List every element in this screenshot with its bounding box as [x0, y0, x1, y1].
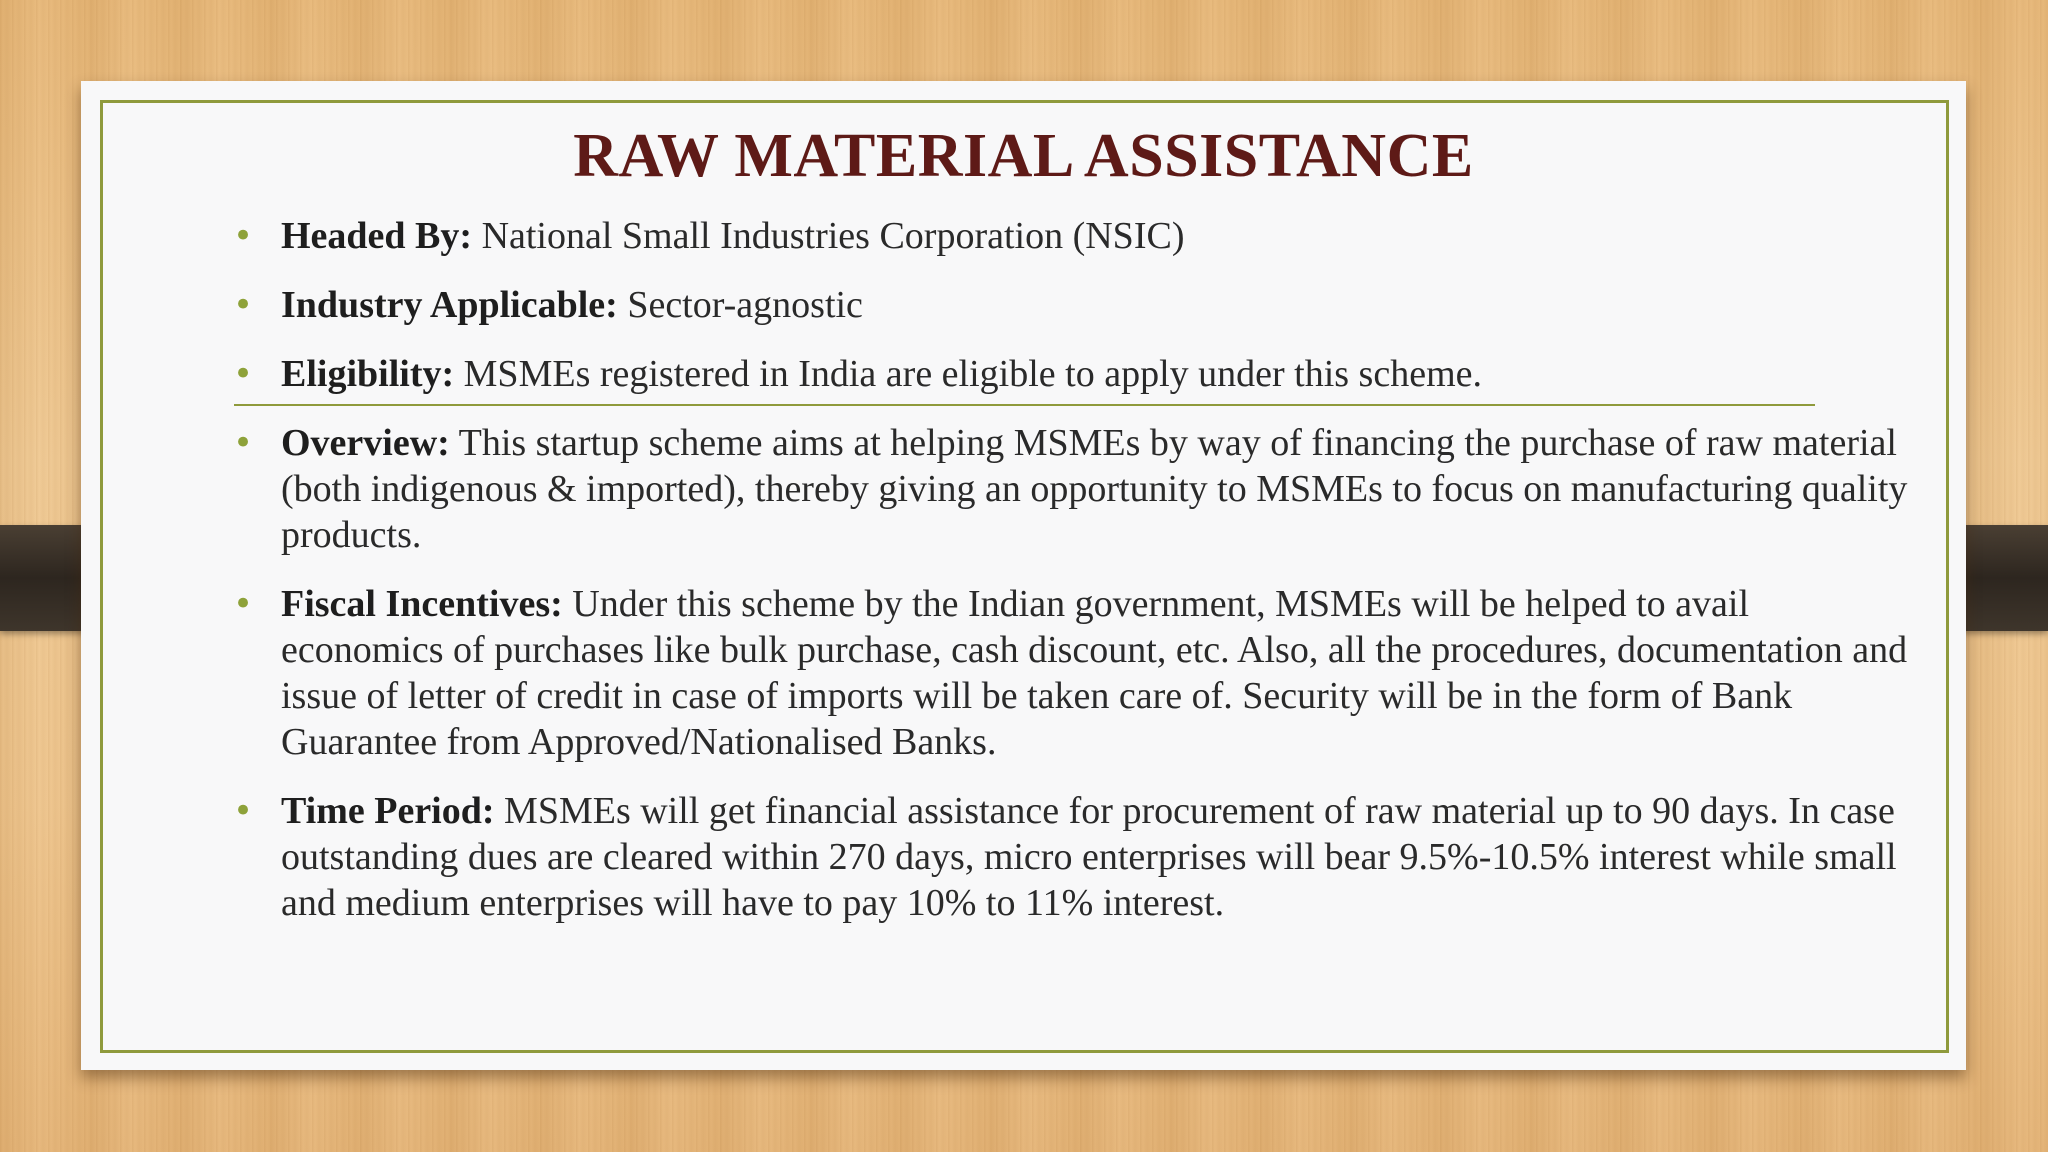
bullet-label: Time Period:	[281, 790, 495, 832]
bullet-headed-by	[233, 213, 1913, 259]
bullet-industry-applicable	[233, 282, 1913, 328]
bullet-eligibility	[233, 351, 1913, 397]
bullet-label: Overview:	[281, 422, 450, 464]
bullet-time-period	[233, 788, 1913, 926]
slide-title: RAW MATERIAL ASSISTANCE	[573, 122, 1474, 190]
bullet-dot-icon: •	[233, 354, 254, 394]
bullet-label: Eligibility:	[281, 353, 455, 395]
slide-paper	[81, 81, 1966, 1070]
bullet-label: Industry Applicable:	[281, 284, 618, 326]
bullet-text: National Small Industries Corporation (NSIC)	[472, 215, 1185, 257]
bullet-dot-icon: •	[233, 423, 254, 463]
bullet-overview	[233, 420, 1913, 558]
bullet-text: This startup scheme aims at helping MSMEs by way of financing the purchase of raw material (both indigenous & imported), thereby giving an opportunity to MSMEs to focus on manufacturing quality products.	[281, 422, 1908, 556]
bullet-dot-icon: •	[233, 584, 254, 624]
bullet-text: MSMEs will get financial assistance for procurement of raw material up to 90 days. In case outstanding dues are cleared within 270 days, micro enterprises will bear 9.5%-10.5% interest while small and medium enterprises will have to pay 10% to 11% interest.	[281, 790, 1897, 924]
bullet-fiscal-incentives	[233, 581, 1913, 765]
bullet-text: MSMEs registered in India are eligible to apply under this scheme.	[454, 353, 1482, 395]
bullet-label: Fiscal Incentives:	[281, 583, 563, 625]
bullet-dot-icon: •	[233, 216, 254, 256]
bullet-dot-icon: •	[233, 791, 254, 831]
bullet-text: Sector-agnostic	[617, 284, 863, 326]
bullet-text: Under this scheme by the Indian government, MSMEs will be helped to avail economics of purchases like bulk purchase, cash discount, etc. Also, all the procedures, documentation and issue of letter of credit in case of imports will be taken care of. Security will be in the form of Bank Guarantee from Approved/Nationalised Banks.	[281, 583, 1908, 763]
bullet-list	[233, 213, 1913, 949]
bullet-label: Headed By:	[281, 215, 473, 257]
bullet-dot-icon: •	[233, 285, 254, 325]
